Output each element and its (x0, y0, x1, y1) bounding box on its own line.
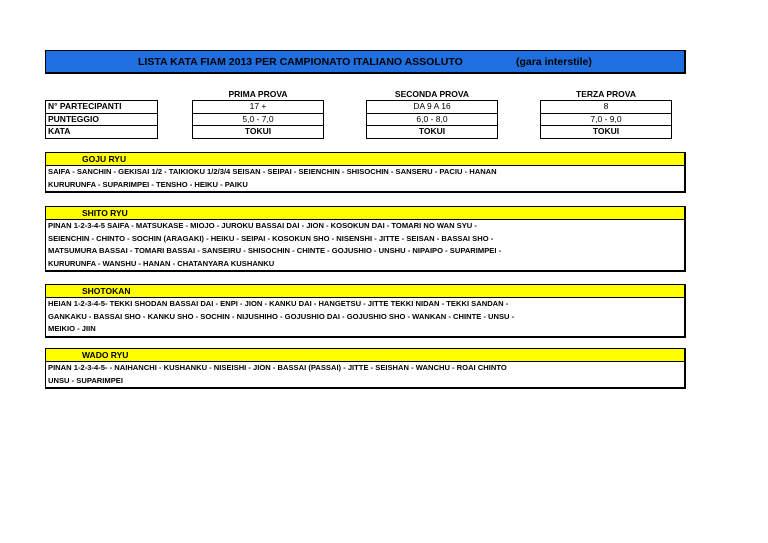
row-label: KATA (46, 126, 158, 139)
kata-list-line: SAIFA - SANCHIN - GEKISAI 1/2 - TAIKIOKU 1/2/3/4 SEISAN - SEIPAI - SEIENCHIN - SHISOCHIN - SANSERU - PACIU - HANAN (48, 167, 497, 176)
title-bar (45, 50, 686, 74)
params-row (46, 113, 672, 126)
section-title: SHITO RYU (46, 207, 684, 220)
cell-value: DA 9 A 16 (367, 101, 498, 114)
cell-value: 5,0 - 7,0 (193, 113, 324, 126)
row-label: N° PARTECIPANTI (46, 101, 158, 114)
kata-list-line: KURURUNFA - SUPARIMPEI - TENSHO - HEIKU - PAIKU (48, 179, 248, 189)
cell-value: TOKUI (193, 126, 324, 139)
page-subtitle: (gara interstile) (516, 56, 592, 68)
kata-list-line: PINAN 1-2-3-4-5- - NAIHANCHI - KUSHANKU - NISEISHI - JION - BASSAI (PASSAI) - JITTE - SEISHAN - WANCHU - ROAI CHINTO (48, 363, 507, 372)
params-header-row (46, 88, 672, 101)
kata-list-line: MEIKIO - JIIN (48, 324, 96, 333)
row-label: PUNTEGGIO (46, 113, 158, 126)
kata-list-line: MATSUMURA BASSAI - TOMARI BASSAI - SANSEIRU - SHISOCHIN - CHINTE - GOJUSHIO - UNSHU - NIPAIPO - SUPARIMPEI - (48, 246, 502, 255)
params-table (45, 88, 672, 139)
column-header: PRIMA PROVA (193, 88, 324, 101)
params-row (46, 101, 672, 114)
section-title: SHOTOKAN (46, 285, 684, 298)
kata-list-line: HEIAN 1-2-3-4-5- TEKKI SHODAN BASSAI DAI - ENPI - JION - KANKU DAI - HANGETSU - JITTE TEKKI NIDAN - TEKKI SANDAN - (48, 299, 509, 308)
cell-value: TOKUI (541, 126, 672, 139)
section-wado-ryu (45, 348, 686, 389)
page-title: LISTA KATA FIAM 2013 PER CAMPIONATO ITALIANO ASSOLUTO (138, 56, 463, 68)
section-title: WADO RYU (46, 349, 684, 362)
kata-list-line: SEIENCHIN - CHINTO - SOCHIN (ARAGAKI) - HEIKU - SEIPAI - KOSOKUN SHO - NISENSHI - JITTE - SEISAN - BASSAI SHO - (48, 233, 494, 243)
kata-list-line: UNSU - SUPARIMPEI (48, 375, 123, 385)
column-header: SECONDA PROVA (367, 88, 498, 101)
cell-value: 6,0 - 8,0 (367, 113, 498, 126)
cell-value: 8 (541, 101, 672, 114)
cell-value: 17 + (193, 101, 324, 114)
kata-list-line: PINAN 1-2-3-4-5 SAIFA - MATSUKASE - MIOJO - JUROKU BASSAI DAI - JION - KOSOKUN DAI - TOMARI NO WAN SYU - (48, 221, 477, 230)
section-goju-ryu (45, 152, 686, 193)
params-row (46, 126, 672, 139)
cell-value: TOKUI (367, 126, 498, 139)
kata-list-line: KURURUNFA - WANSHU - HANAN - CHATANYARA KUSHANKU (48, 258, 275, 268)
column-header: TERZA PROVA (541, 88, 672, 101)
kata-list-line: GANKAKU - BASSAI SHO - KANKU SHO - SOCHIN - NIJUSHIHO - GOJUSHIO DAI - GOJUSHIO SHO - WANKAN - CHINTE - UNSU - (48, 311, 515, 321)
section-title: GOJU RYU (46, 153, 684, 166)
section-shito-ryu (45, 206, 686, 272)
cell-value: 7,0 - 9,0 (541, 113, 672, 126)
section-shotokan (45, 284, 686, 338)
